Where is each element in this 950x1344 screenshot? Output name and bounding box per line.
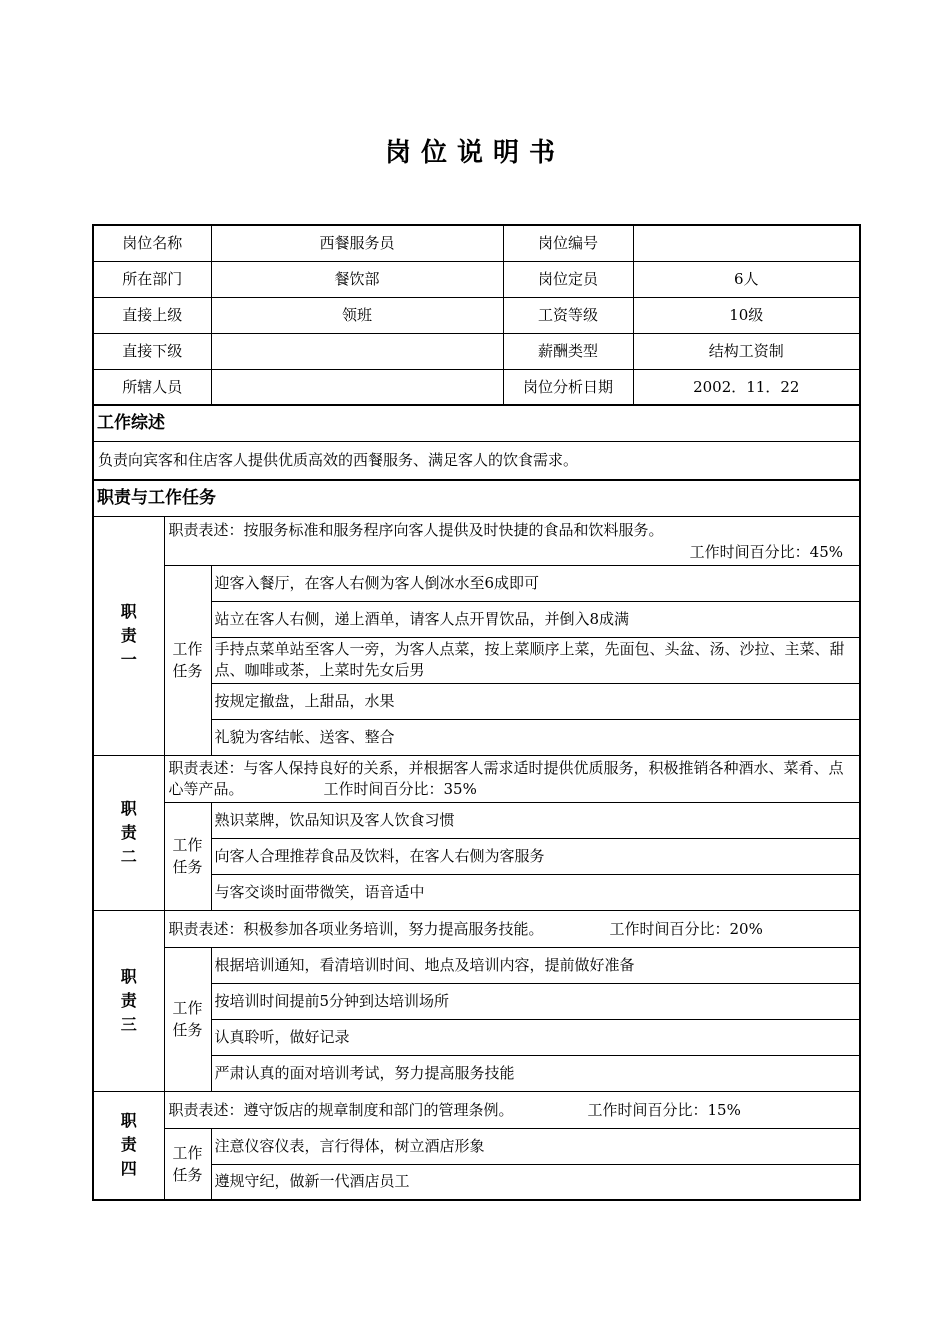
duties-heading: 职责与工作任务 — [93, 480, 860, 516]
quota-label: 岗位定员 — [503, 261, 633, 297]
date-label: 岗位分析日期 — [503, 369, 633, 405]
duty-percent: 工作时间百分比：35% — [323, 779, 477, 798]
task-label — [164, 565, 211, 755]
post-name-label: 岗位名称 — [93, 225, 211, 261]
info-row — [93, 297, 860, 333]
info-row — [93, 369, 860, 405]
summary-heading-row — [93, 405, 860, 441]
duty-statement-text: 职责表述：按服务标准和服务程序向客人提供及时快捷的食品和饮料服务。 — [168, 520, 664, 539]
duty-statement — [164, 755, 860, 802]
subordinate-value — [211, 333, 503, 369]
duty-label — [93, 1091, 164, 1200]
staff-label: 所辖人员 — [93, 369, 211, 405]
task-label-text: 工作任务 — [172, 999, 203, 1039]
duty-statement-row — [93, 755, 860, 802]
task-label-text: 工作任务 — [172, 836, 203, 876]
duty-statement-text: 职责表述：遵守饭店的规章制度和部门的管理条例。 — [168, 1100, 514, 1119]
task-item: 按规定撤盘，上甜品，水果 — [211, 683, 860, 719]
task-label-text: 工作任务 — [172, 1143, 203, 1184]
task-item: 站立在客人右侧，递上酒单，请客人点开胃饮品，并倒入8成满 — [211, 601, 860, 637]
duty-label — [93, 910, 164, 1091]
subordinate-label: 直接下级 — [93, 333, 211, 369]
task-label — [164, 947, 211, 1091]
post-no-label: 岗位编号 — [503, 225, 633, 261]
duty-label — [93, 516, 164, 755]
quota-value: 6人 — [633, 261, 860, 297]
task-row — [93, 565, 860, 601]
duty-statement-row — [93, 1091, 860, 1128]
job-description-table — [92, 224, 861, 1201]
task-label-text: 工作任务 — [172, 640, 203, 680]
duty-label-text: 职责二 — [120, 798, 137, 866]
duties-heading-row — [93, 480, 860, 516]
task-item: 按培训时间提前5分钟到达培训场所 — [211, 983, 860, 1019]
task-row — [93, 1128, 860, 1164]
pay-type-label: 薪酬类型 — [503, 333, 633, 369]
task-label — [164, 802, 211, 910]
duty-statement-text: 职责表述：与客人保持良好的关系，并根据客人需求适时提供优质服务，积极推销各种酒水、菜肴、点心等产品。 — [168, 758, 844, 798]
dept-label: 所在部门 — [93, 261, 211, 297]
dept-value: 餐饮部 — [211, 261, 503, 297]
duty-label — [93, 755, 164, 910]
page-title: 岗位说明书 — [384, 138, 565, 168]
superior-label: 直接上级 — [93, 297, 211, 333]
duty-percent: 工作时间百分比：20% — [609, 919, 763, 938]
summary-heading: 工作综述 — [93, 405, 860, 441]
info-row — [93, 333, 860, 369]
duty-statement-row — [93, 910, 860, 947]
task-item: 礼貌为客结帐、送客、整合 — [211, 719, 860, 755]
duty-percent: 工作时间百分比：15% — [587, 1100, 741, 1119]
post-no-value — [633, 225, 860, 261]
duty-statement — [164, 516, 860, 565]
duty-percent: 工作时间百分比：45% — [689, 542, 844, 561]
task-item: 严肃认真的面对培训考试，努力提高服务技能 — [211, 1055, 860, 1091]
superior-value: 领班 — [211, 297, 503, 333]
info-row — [93, 261, 860, 297]
task-item: 认真聆听，做好记录 — [211, 1019, 860, 1055]
staff-value — [211, 369, 503, 405]
post-name-value: 西餐服务员 — [211, 225, 503, 261]
task-item: 根据培训通知，看清培训时间、地点及培训内容，提前做好准备 — [211, 947, 860, 983]
summary-text: 负责向宾客和住店客人提供优质高效的西餐服务、满足客人的饮食需求。 — [93, 441, 860, 480]
date-value: 2002．11．22 — [633, 369, 860, 405]
pay-type-value: 结构工资制 — [633, 333, 860, 369]
task-item: 向客人合理推荐食品及饮料，在客人右侧为客服务 — [211, 838, 860, 874]
task-label — [164, 1128, 211, 1200]
duty-label-text: 职责一 — [120, 601, 137, 669]
grade-value: 10级 — [633, 297, 860, 333]
task-item: 注意仪容仪表，言行得体，树立酒店形象 — [211, 1128, 860, 1164]
duty-statement-row — [93, 516, 860, 565]
duty-label-text: 职责四 — [120, 1111, 137, 1179]
task-item: 迎客入餐厅，在客人右侧为客人倒冰水至6成即可 — [211, 565, 860, 601]
task-item: 熟识菜牌，饮品知识及客人饮食习惯 — [211, 802, 860, 838]
task-row — [93, 802, 860, 838]
task-item: 与客交谈时面带微笑，语音适中 — [211, 874, 860, 910]
duty-statement — [164, 1091, 860, 1128]
task-item: 遵规守纪，做新一代酒店员工 — [211, 1164, 860, 1200]
grade-label: 工资等级 — [503, 297, 633, 333]
task-row — [93, 947, 860, 983]
info-row — [93, 225, 860, 261]
task-item: 手持点菜单站至客人一旁，为客人点菜，按上菜顺序上菜，先面包、头盆、汤、沙拉、主菜、甜点、咖啡或茶，上菜时先女后男 — [211, 637, 860, 683]
duty-label-text: 职责三 — [120, 966, 137, 1034]
duty-statement — [164, 910, 860, 947]
summary-row — [93, 441, 860, 480]
duty-statement-text: 职责表述：积极参加各项业务培训，努力提高服务技能。 — [168, 919, 544, 938]
